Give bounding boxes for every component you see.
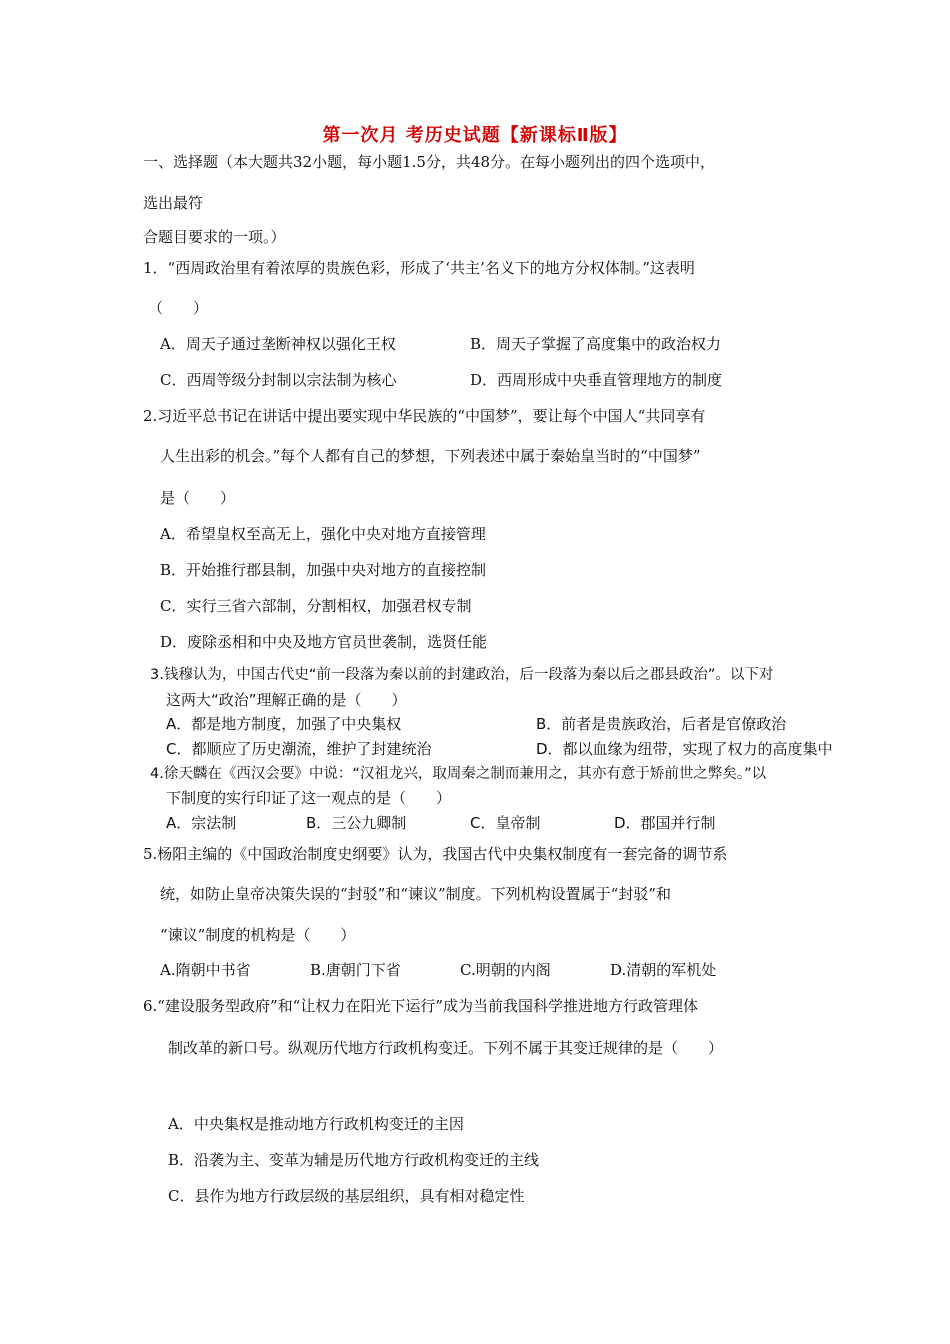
question-2-option-d: D．废除丞相和中央及地方官员世袭制，选贤任能 (160, 633, 488, 651)
question-3-stem-line1: 3.钱穆认为，中国古代史“前一段落为秦以前的封建政治，后一段落为秦以后之郡县政治”。以下对 (150, 667, 774, 683)
section-instruction-line2: 选出最符 (143, 194, 204, 212)
question-1-option-c: C．西周等级分封制以宗法制为核心 (160, 371, 397, 389)
question-1-stem: 1．“西周政治里有着浓厚的贵族色彩，形成了‘共主’名义下的地方分权体制。”这表明 (143, 259, 695, 277)
question-1-paren: （ ） (148, 299, 209, 317)
question-2-option-b: B．开始推行郡县制，加强中央对地方的直接控制 (160, 561, 487, 579)
question-3-option-b: B．前者是贵族政治，后者是官僚政治 (536, 715, 787, 733)
question-5-option-d: D.清朝的军机处 (610, 961, 717, 979)
question-1-option-b: B．周天子掌握了高度集中的政治权力 (470, 335, 722, 353)
question-4-option-c: C．皇帝制 (470, 814, 541, 832)
question-6-option-c: C．县作为地方行政层级的基层组织，具有相对稳定性 (168, 1187, 525, 1205)
question-2-stem-line1: 2.习近平总书记在讲话中提出要实现中华民族的“中国梦”，要让每个中国人“共同享有 (143, 407, 706, 425)
question-5-option-a: A.隋朝中书省 (160, 961, 251, 979)
question-4-stem-line1: 4.徐天麟在《西汉会要》中说：“汉祖龙兴，取周秦之制而兼用之，其亦有意于矫前世之弊矣。”以 (150, 766, 767, 782)
question-4-stem-line2: 下制度的实行印证了这一观点的是（ ） (166, 789, 452, 807)
question-3-option-c: C．都顺应了历史潮流，维护了封建统治 (166, 740, 432, 758)
section-instruction-line1: 一、选择题（本大题共32小题，每小题1.5分，共48分。在每小题列出的四个选项中， (143, 153, 716, 171)
question-2-option-c: C．实行三省六部制，分割相权，加强君权专制 (160, 597, 472, 615)
question-6-stem-line1: 6.“建设服务型政府”和“让权力在阳光下运行”成为当前我国科学推进地方行政管理体 (143, 997, 698, 1015)
page-title: 第一次月 考历史试题【新课标Ⅱ版】 (322, 125, 628, 146)
section-instruction-line3: 合题目要求的一项。） (143, 228, 286, 246)
question-2-stem-line2: 人生出彩的机会。”每个人都有自己的梦想，下列表述中属于秦始皇当时的“中国梦” (160, 447, 701, 465)
question-4-option-a: A．宗法制 (166, 814, 237, 832)
question-1-option-d: D．西周形成中央垂直管理地方的制度 (470, 371, 723, 389)
question-4-option-d: D．郡国并行制 (614, 814, 716, 832)
question-3-option-a: A．都是地方制度，加强了中央集权 (166, 715, 402, 733)
question-3-option-d: D．都以血缘为纽带，实现了权力的高度集中 (536, 740, 833, 758)
question-5-option-b: B.唐朝门下省 (310, 961, 401, 979)
question-5-stem-line1: 5.杨阳主编的《中国政治制度史纲要》认为，我国古代中央集权制度有一套完备的调节系 (143, 845, 728, 863)
question-5-stem-line2: 统，如防止皇帝决策失误的“封驳”和“谏议”制度。下列机构设置属于“封驳”和 (160, 885, 672, 903)
question-3-stem-line2: 这两大“政治”理解正确的是（ ） (166, 691, 407, 709)
question-5-stem-line3: “谏议”制度的机构是（ ） (160, 926, 356, 944)
question-4-option-b: B．三公九卿制 (306, 814, 407, 832)
question-2-stem-line3: 是（ ） (160, 489, 236, 507)
question-6-stem-line2: 制改革的新口号。纵观历代地方行政机构变迁。下列不属于其变迁规律的是（ ） (168, 1039, 724, 1057)
question-5-option-c: C.明朝的内阁 (460, 961, 551, 979)
question-6-option-b: B．沿袭为主、变革为辅是历代地方行政机构变迁的主线 (168, 1151, 540, 1169)
question-2-option-a: A．希望皇权至高无上，强化中央对地方直接管理 (160, 525, 486, 543)
question-6-option-a: A．中央集权是推动地方行政机构变迁的主因 (168, 1115, 464, 1133)
question-1-option-a: A．周天子通过垄断神权以强化王权 (160, 335, 396, 353)
